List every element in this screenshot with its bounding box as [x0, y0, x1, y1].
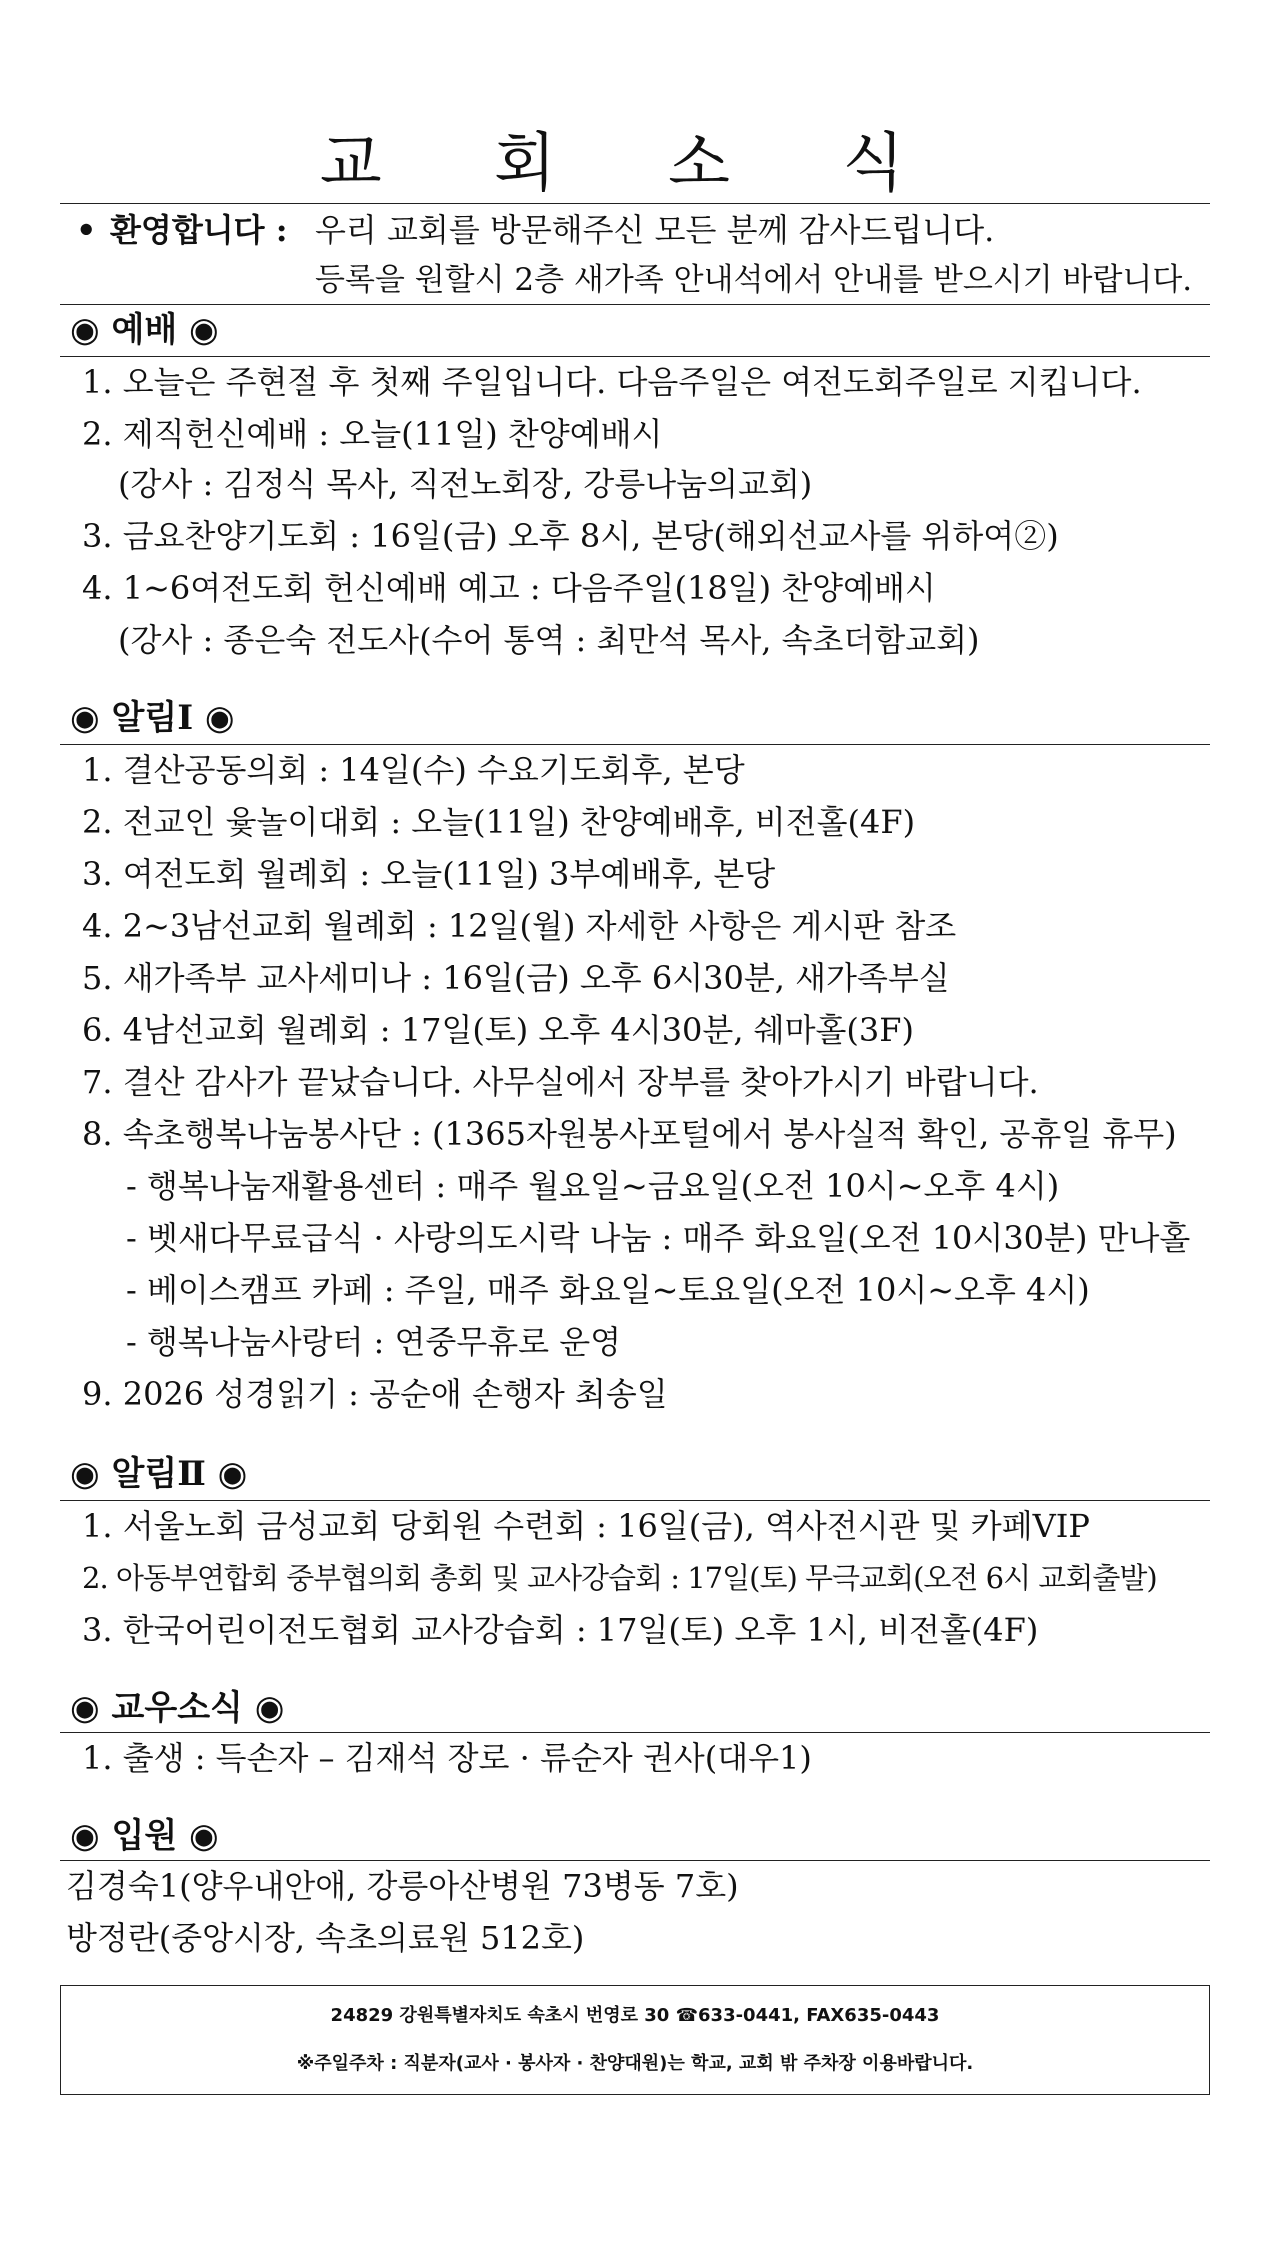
footer-box [60, 1985, 1210, 2095]
members-item: 1. 출생 : 득손자 – 김재석 장로 · 류순자 권사(대우1) [82, 1739, 812, 1777]
notice1-item: 6. 4남선교회 월례회 : 17일(토) 오후 4시30분, 쉐마홀(3F) [82, 1011, 914, 1049]
worship-item: (강사 : 김정식 목사, 직전노회장, 강릉나눔의교회) [118, 465, 813, 503]
church-address: 24829 강원특별자치도 속초시 번영로 30 ☎633-0441, FAX635-0443 [330, 2005, 940, 2026]
notice1-divider [60, 744, 1210, 745]
notice1-item: 5. 새가족부 교사세미나 : 16일(금) 오후 6시30분, 새가족부실 [82, 959, 950, 997]
notice1-item: 2. 전교인 윷놀이대회 : 오늘(11일) 찬양예배후, 비전홀(4F) [82, 803, 916, 841]
notice1-subitem: - 행복나눔사랑터 : 연중무휴로 운영 [126, 1323, 622, 1361]
parking-notice: ※주일주차 : 직분자(교사 · 봉사자 · 찬양대원)는 학교, 교회 밖 주차장 이용바랍니다. [296, 2053, 974, 2074]
notice1-subitem: - 벳새다무료급식 · 사랑의도시락 나눔 : 매주 화요일(오전 10시30분) 만나홀 [126, 1219, 1191, 1257]
welcome-label: 환영합니다 : [110, 211, 288, 249]
worship-item: 3. 금요찬양기도회 : 16일(금) 오후 8시, 본당(해외선교사를 위하여②) [82, 517, 1059, 555]
members-divider [60, 1732, 1210, 1733]
page-title: 교 회 소 식 [319, 127, 951, 201]
notice2-divider [60, 1500, 1210, 1501]
notice1-item: 8. 속초행복나눔봉사단 : (1365자원봉사포털에서 봉사실적 확인, 공휴일 휴무) [82, 1115, 1177, 1153]
worship-item: 1. 오늘은 주현절 후 첫째 주일입니다. 다음주일은 여전도회주일로 지킵니다. [82, 363, 1142, 401]
welcome-line-1: 우리 교회를 방문해주신 모든 분께 감사드립니다. [315, 211, 995, 249]
notice1-heading: ◉ 알림Ⅰ ◉ [70, 698, 235, 738]
notice1-item: 7. 결산 감사가 끝났습니다. 사무실에서 장부를 찾아가시기 바랍니다. [82, 1063, 1039, 1101]
members-heading: ◉ 교우소식 ◉ [70, 1688, 285, 1728]
hospital-item: 방정란(중앙시장, 속초의료원 512호) [66, 1919, 585, 1957]
notice1-subitem: - 행복나눔재활용센터 : 매주 월요일~금요일(오전 10시~오후 4시) [126, 1167, 1060, 1205]
notice1-subitem: - 베이스캠프 카페 : 주일, 매주 화요일~토요일(오전 10시~오후 4시) [126, 1271, 1090, 1309]
notice1-item: 1. 결산공동의회 : 14일(수) 수요기도회후, 본당 [82, 751, 745, 789]
welcome-divider [60, 304, 1210, 305]
notice2-item: 1. 서울노회 금성교회 당회원 수련회 : 16일(금), 역사전시관 및 카페VIP [82, 1507, 1090, 1545]
title-divider [60, 203, 1210, 204]
hospital-divider [60, 1860, 1210, 1861]
notice2-heading: ◉ 알림Ⅱ ◉ [70, 1454, 248, 1494]
notice2-item: 3. 한국어린이전도협회 교사강습회 : 17일(토) 오후 1시, 비전홀(4F) [82, 1611, 1039, 1649]
worship-item: (강사 : 종은숙 전도사(수어 통역 : 최만석 목사, 속초더함교회) [118, 621, 980, 659]
worship-item: 4. 1~6여전도회 헌신예배 예고 : 다음주일(18일) 찬양예배시 [82, 569, 936, 607]
worship-divider [60, 356, 1210, 357]
notice1-item: 3. 여전도회 월례회 : 오늘(11일) 3부예배후, 본당 [82, 855, 776, 893]
hospital-item: 김경숙1(양우내안애, 강릉아산병원 73병동 7호) [66, 1867, 739, 1905]
notice1-item: 9. 2026 성경읽기 : 공순애 손행자 최송일 [82, 1375, 668, 1413]
notice1-item: 4. 2~3남선교회 월례회 : 12일(월) 자세한 사항은 게시판 참조 [82, 907, 957, 945]
notice2-item: 2. 아동부연합회 중부협의회 총회 및 교사강습회 : 17일(토) 무극교회(오전 6시 교회출발) [82, 1561, 1157, 1595]
hospital-heading: ◉ 입원 ◉ [70, 1816, 219, 1856]
worship-heading: ◉ 예배 ◉ [70, 310, 219, 350]
welcome-line-2: 등록을 원할시 2층 새가족 안내석에서 안내를 받으시기 바랍니다. [315, 262, 1193, 298]
worship-item: 2. 제직헌신예배 : 오늘(11일) 찬양예배시 [82, 415, 663, 453]
welcome-bullet: • [76, 211, 97, 249]
